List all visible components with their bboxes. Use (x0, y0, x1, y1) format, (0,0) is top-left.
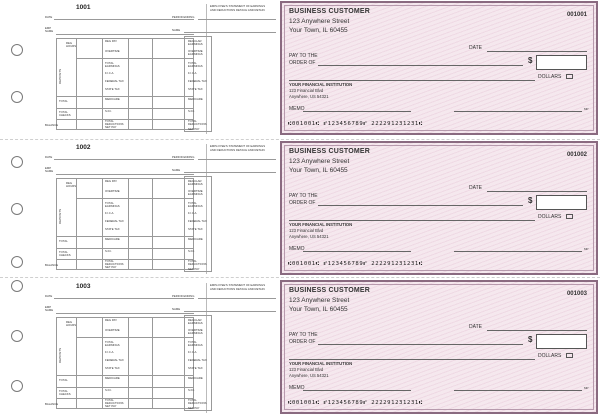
statement-subtitle: AND DEDUCTIONS DETACH AND RETAIN (210, 287, 265, 291)
summary-total-earnings-label: TOTAL EARNINGS (188, 61, 203, 68)
reg-pay-label: REG PAY (105, 179, 118, 183)
total-earnings-label: TOTAL EARNINGS (105, 201, 120, 208)
date-label: DATE (469, 45, 482, 51)
total-label: TOTAL (59, 378, 68, 382)
state-tax-label: STATE TAX (105, 227, 120, 231)
total-checks-label: TOTAL CHECKS (59, 250, 71, 257)
summary-net-pay-label: NET PAY (188, 267, 200, 271)
deposits-label: DEPOSITS (58, 208, 62, 224)
business-address-2: Your Town, IL 60455 (289, 27, 348, 34)
overtime-earnings-label: OVERTIME EARNINGS (188, 49, 203, 56)
total-earnings-label: TOTAL EARNINGS (105, 61, 120, 68)
fica-label: F.I.C.A. (105, 350, 115, 354)
empname-line (56, 174, 194, 175)
check-row-1 (0, 0, 600, 138)
empname-line (56, 313, 194, 314)
overtime-label: OVERTIME (105, 189, 120, 193)
empname-line (56, 34, 194, 35)
overtime-earnings-label: OVERTIME EARNINGS (188, 328, 203, 335)
total-checks-label: TOTAL CHECKS (59, 110, 71, 117)
date-line[interactable] (487, 330, 587, 331)
stub-empname-label: EMP NAME (45, 26, 54, 33)
sdi-label: S.D.I. (105, 388, 112, 392)
overtime-label: OVERTIME (105, 328, 120, 332)
summary-sdi-label: S.D.I. (188, 249, 195, 253)
total-label: TOTAL (59, 99, 68, 103)
total-label: TOTAL (59, 239, 68, 243)
sdi-label: S.D.I. (105, 249, 112, 253)
stub-empname-label: EMP NAME (45, 305, 54, 312)
summary-medicare-label: MEDICARE (188, 376, 203, 380)
total-checks-label: TOTAL CHECKS (59, 389, 71, 396)
grid-row (56, 108, 194, 109)
overtime-earnings-label: OVERTIME EARNINGS (188, 189, 203, 196)
summary-state-label: STATE TAX (188, 227, 203, 231)
bank-address-2: Anywhere, US 54321 (289, 373, 329, 378)
period-ending-label: PERIOD ENDING (172, 155, 195, 159)
payroll-stub (42, 0, 278, 138)
medicare-label: MEDICARE (105, 376, 120, 380)
grid-row (56, 387, 194, 388)
date-label: DATE (469, 185, 482, 191)
memo-label: MEMO (289, 385, 305, 391)
grid-row (56, 96, 194, 97)
date-line (54, 298, 194, 299)
written-amount-line[interactable] (289, 359, 535, 360)
summary-medicare-label: MEDICARE (188, 97, 203, 101)
padlock-security-icon (566, 353, 573, 358)
bank-address-1: 123 Financial Blvd (289, 88, 324, 93)
bank-address-2: Anywhere, US 54321 (289, 94, 329, 99)
sdi-label: S.D.I. (105, 109, 112, 113)
grid-col (128, 178, 129, 270)
fica-label: F.I.C.A. (105, 211, 115, 215)
summary-sdi-label: S.D.I. (188, 388, 195, 392)
balance-label: BALANCE (45, 123, 59, 127)
summary-federal-label: FEDERAL TAX (188, 79, 207, 83)
memo-line[interactable] (303, 390, 411, 391)
check (280, 1, 598, 135)
check-row-3 (0, 279, 600, 417)
business-address-1: 123 Anywhere Street (289, 297, 350, 304)
stub-date-label: DATE (45, 15, 53, 19)
grid-col (76, 38, 77, 130)
check-number: 001002 (566, 152, 587, 158)
micr-line: ⑆001001⑆ ⑈123456789⑈ 222291231231⑆ (288, 261, 423, 267)
business-name: BUSINESS CUSTOMER (289, 287, 371, 294)
padlock-security-icon (566, 214, 573, 219)
medicare-label: MEDICARE (105, 97, 120, 101)
dollars-label: DOLLARS (538, 353, 562, 359)
grid-col (152, 38, 153, 130)
signature-line[interactable] (454, 111, 582, 112)
pay-to-label: PAY TO THE (289, 53, 318, 59)
period-ending-label: PERIOD ENDING (172, 15, 195, 19)
balance-label: BALANCE (45, 402, 59, 406)
summary-net-pay-label: NET PAY (188, 127, 200, 131)
stub-number: 1002 (76, 144, 91, 151)
bank-address-2: Anywhere, US 54321 (289, 234, 329, 239)
date-line[interactable] (487, 191, 587, 192)
name-line (184, 311, 276, 312)
grid-col (102, 317, 103, 409)
dollar-sign: $ (528, 56, 533, 65)
grid-col (76, 317, 77, 409)
order-of-label: ORDER OF (289, 60, 316, 66)
summary-fica-label: F.I.C.A. (188, 71, 198, 75)
dollars-label: DOLLARS (538, 74, 562, 80)
federal-tax-label: FEDERAL TAX (105, 219, 124, 223)
period-line (198, 19, 276, 20)
name-label: NAME (172, 307, 181, 311)
grid-row (56, 375, 194, 376)
stub-empname-label: EMP NAME (45, 166, 54, 173)
order-of-label: ORDER OF (289, 339, 316, 345)
written-amount-line[interactable] (289, 220, 535, 221)
mp-label: MP (584, 247, 589, 251)
reg-hours-label: REG HOURS (66, 320, 77, 327)
federal-tax-label: FEDERAL TAX (105, 358, 124, 362)
stub-number: 1001 (76, 4, 91, 11)
memo-line[interactable] (303, 111, 411, 112)
reg-pay-label: REG PAY (105, 318, 118, 322)
date-line[interactable] (487, 51, 587, 52)
memo-line[interactable] (303, 251, 411, 252)
stub-date-label: DATE (45, 155, 53, 159)
grid-row (56, 119, 194, 120)
pay-to-label: PAY TO THE (289, 332, 318, 338)
summary-total-deductions-label: TOTAL DEDUCTIONS (188, 119, 207, 126)
name-line (184, 32, 276, 33)
dollars-label: DOLLARS (538, 214, 562, 220)
bank-address-1: 123 Financial Blvd (289, 228, 324, 233)
medicare-label: MEDICARE (105, 237, 120, 241)
name-line (184, 172, 276, 173)
grid-col (76, 178, 77, 270)
grid-row (56, 248, 194, 249)
summary-fica-label: F.I.C.A. (188, 211, 198, 215)
payee-line[interactable] (318, 205, 523, 206)
regular-earnings-label: REGULAR EARNINGS (188, 318, 203, 325)
grid-col (102, 38, 103, 130)
total-earnings-label: TOTAL EARNINGS (105, 340, 120, 347)
written-amount-line[interactable] (289, 80, 535, 81)
summary-net-pay-label: NET PAY (188, 406, 200, 410)
padlock-security-icon (566, 74, 573, 79)
signature-line[interactable] (454, 251, 582, 252)
dollar-sign: $ (528, 335, 533, 344)
deposits-label: DEPOSITS (58, 68, 62, 84)
check-number: 001001 (566, 12, 587, 18)
total-deductions-label: TOTAL DEDUCTIONS (105, 259, 124, 266)
amount-box[interactable] (536, 195, 587, 210)
order-of-label: ORDER OF (289, 200, 316, 206)
statement-title: EMPLOYEE'S STATEMENT OF EARNINGS (210, 4, 266, 8)
business-address-2: Your Town, IL 60455 (289, 306, 348, 313)
business-name: BUSINESS CUSTOMER (289, 148, 371, 155)
check (280, 280, 598, 414)
state-tax-label: STATE TAX (105, 87, 120, 91)
grid-col (152, 178, 153, 270)
summary-fica-label: F.I.C.A. (188, 350, 198, 354)
reg-hours-label: REG HOURS (66, 181, 77, 188)
grid-row (56, 259, 194, 260)
summary-total-deductions-label: TOTAL DEDUCTIONS (188, 398, 207, 405)
name-label: NAME (172, 28, 181, 32)
balance-label: BALANCE (45, 263, 59, 267)
summary-total-earnings-label: TOTAL EARNINGS (188, 201, 203, 208)
summary-state-label: STATE TAX (188, 366, 203, 370)
statement-title: EMPLOYEE'S STATEMENT OF EARNINGS (210, 144, 266, 148)
grid-col (128, 38, 129, 130)
micr-line: ⑆001001⑆ ⑈123456789⑈ 222291231231⑆ (288, 400, 423, 406)
grid-row (76, 58, 194, 59)
stub-number: 1003 (76, 283, 91, 290)
pay-to-label: PAY TO THE (289, 193, 318, 199)
bank-name: YOUR FINANCIAL INSTITUTION (289, 222, 353, 227)
micr-line: ⑆001001⑆ ⑈123456789⑈ 222291231231⑆ (288, 121, 423, 127)
summary-medicare-label: MEDICARE (188, 237, 203, 241)
summary-total-deductions-label: TOTAL DEDUCTIONS (188, 259, 207, 266)
grid-row (76, 337, 194, 338)
stub-date-label: DATE (45, 294, 53, 298)
check-row-2 (0, 140, 600, 278)
business-address-1: 123 Anywhere Street (289, 158, 350, 165)
grid-col (152, 317, 153, 409)
period-line (198, 298, 276, 299)
signature-line[interactable] (454, 390, 582, 391)
net-pay-label: NET PAY (105, 125, 117, 129)
business-address-2: Your Town, IL 60455 (289, 167, 348, 174)
regular-earnings-label: REGULAR EARNINGS (188, 39, 203, 46)
reg-hours-label: REG HOURS (66, 41, 77, 48)
overtime-label: OVERTIME (105, 49, 120, 53)
bank-address-1: 123 Financial Blvd (289, 367, 324, 372)
mp-label: MP (584, 107, 589, 111)
mp-label: MP (584, 386, 589, 390)
bank-name: YOUR FINANCIAL INSTITUTION (289, 361, 353, 366)
period-ending-label: PERIOD ENDING (172, 294, 195, 298)
date-label: DATE (469, 324, 482, 330)
payee-line[interactable] (318, 344, 523, 345)
grid-row (56, 398, 194, 399)
check-number: 001003 (566, 291, 587, 297)
memo-label: MEMO (289, 106, 305, 112)
business-name: BUSINESS CUSTOMER (289, 8, 371, 15)
summary-state-label: STATE TAX (188, 87, 203, 91)
fica-label: F.I.C.A. (105, 71, 115, 75)
reg-pay-label: REG PAY (105, 39, 118, 43)
payroll-stub (42, 140, 278, 278)
summary-total-earnings-label: TOTAL EARNINGS (188, 340, 203, 347)
grid-col (128, 317, 129, 409)
federal-tax-label: FEDERAL TAX (105, 79, 124, 83)
summary-federal-label: FEDERAL TAX (188, 358, 207, 362)
date-line (54, 159, 194, 160)
amount-box[interactable] (536, 55, 587, 70)
date-line (54, 19, 194, 20)
business-address-1: 123 Anywhere Street (289, 18, 350, 25)
net-pay-label: NET PAY (105, 265, 117, 269)
grid-col (102, 178, 103, 270)
net-pay-label: NET PAY (105, 404, 117, 408)
statement-subtitle: AND DEDUCTIONS DETACH AND RETAIN (210, 148, 265, 152)
regular-earnings-label: REGULAR EARNINGS (188, 179, 203, 186)
total-deductions-label: TOTAL DEDUCTIONS (105, 119, 124, 126)
payee-line[interactable] (318, 65, 523, 66)
statement-subtitle: AND DEDUCTIONS DETACH AND RETAIN (210, 8, 265, 12)
dollar-sign: $ (528, 196, 533, 205)
payroll-stub (42, 279, 278, 417)
amount-box[interactable] (536, 334, 587, 349)
bank-name: YOUR FINANCIAL INSTITUTION (289, 82, 353, 87)
period-line (198, 159, 276, 160)
name-label: NAME (172, 168, 181, 172)
summary-federal-label: FEDERAL TAX (188, 219, 207, 223)
memo-label: MEMO (289, 246, 305, 252)
grid-row (76, 198, 194, 199)
state-tax-label: STATE TAX (105, 366, 120, 370)
statement-title: EMPLOYEE'S STATEMENT OF EARNINGS (210, 283, 266, 287)
summary-sdi-label: S.D.I. (188, 109, 195, 113)
check (280, 141, 598, 275)
grid-row (56, 236, 194, 237)
total-deductions-label: TOTAL DEDUCTIONS (105, 398, 124, 405)
deposits-label: DEPOSITS (58, 347, 62, 363)
